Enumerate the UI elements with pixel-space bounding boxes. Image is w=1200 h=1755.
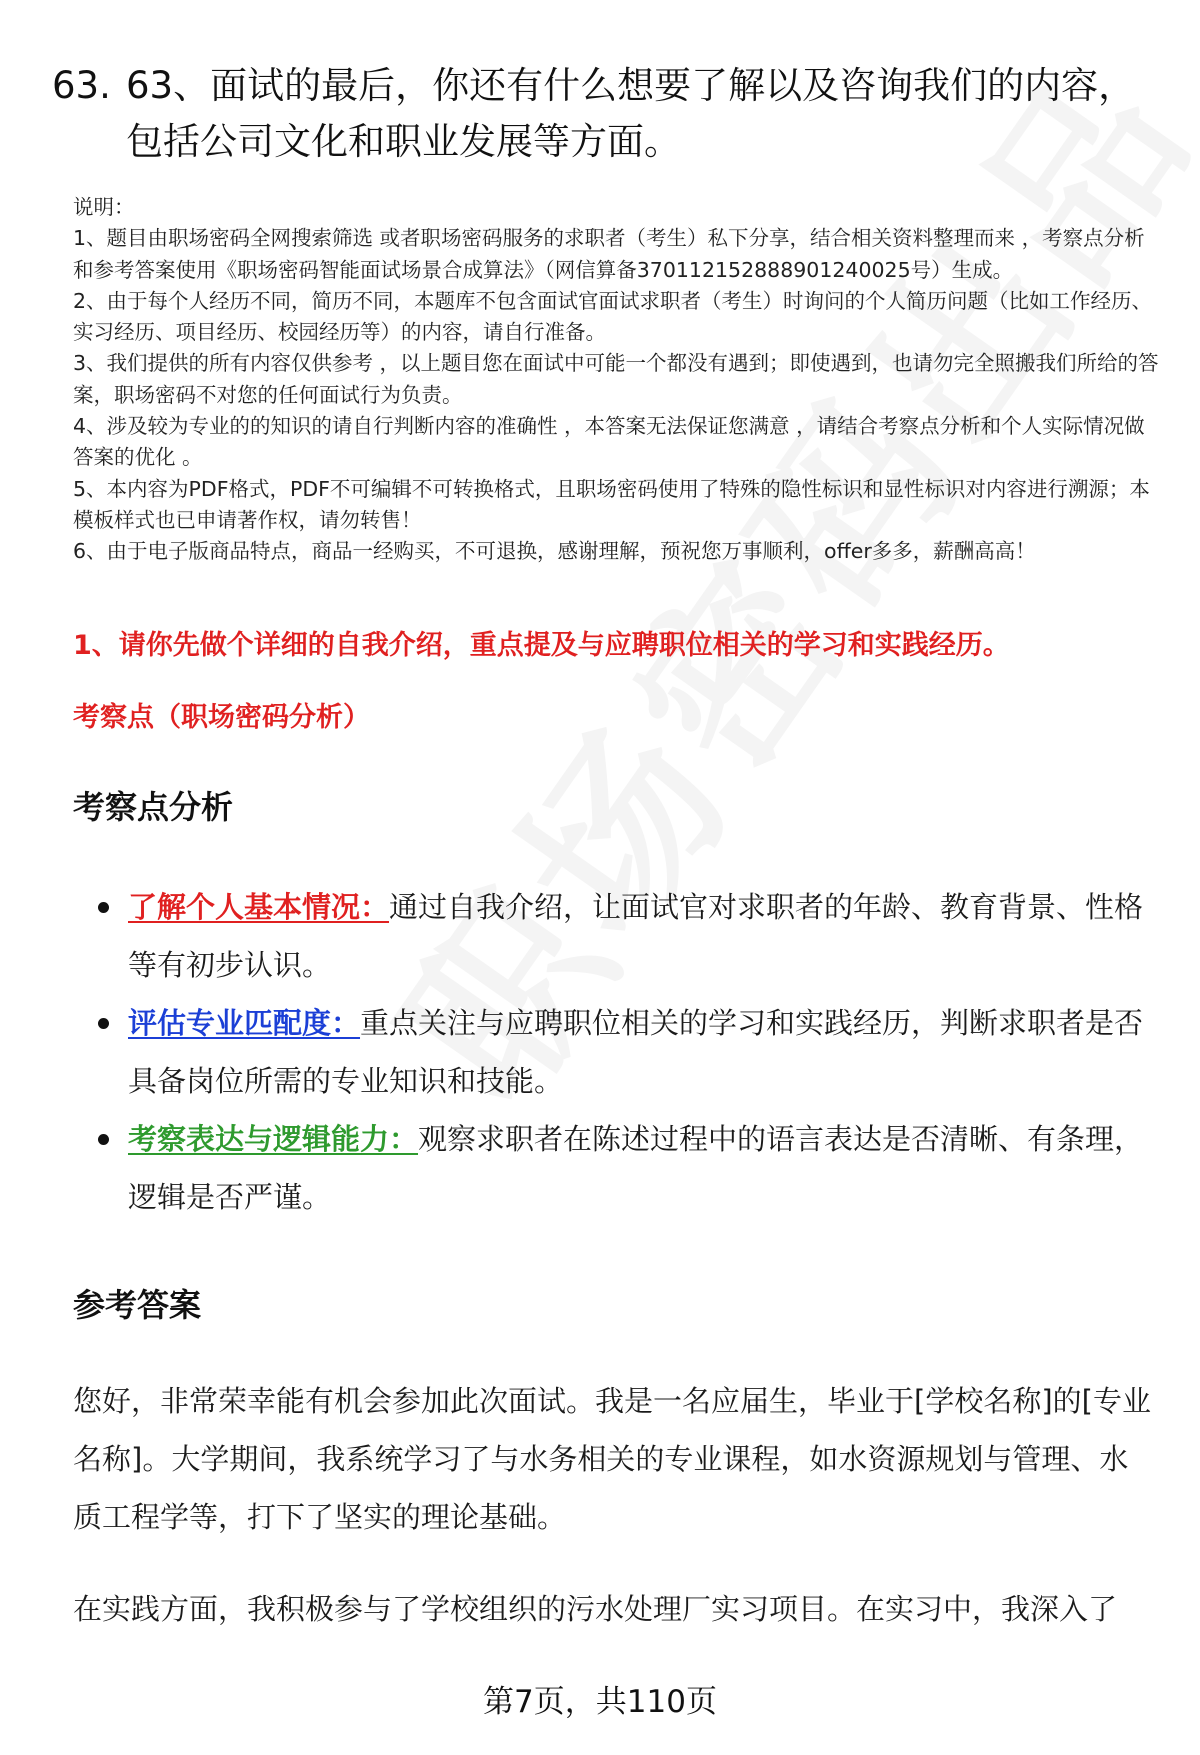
notes-block bbox=[73, 192, 1163, 568]
bullet-text: 重点关注与应聘职位相关的学习和实践经历，判断求职者是否具备岗位所需的专业知识和技能。 bbox=[128, 1006, 1144, 1098]
note-item: 3、我们提供的所有内容仅供参考 ，以上题目您在面试中可能一个都没有遇到；即使遇到，也请勿完全照搬我们所给的答案，职场密码不对您的任何面试行为负责。 bbox=[73, 351, 1159, 407]
answer-paragraph: 您好，非常荣幸能有机会参加此次面试。我是一名应届生，毕业于[学校名称]的[专业名称]。大学期间，我系统学习了与水务相关的专业课程，如水资源规划与管理、水质工程学等，打下了坚实的理论基础。 bbox=[73, 1384, 1151, 1534]
bullet-label: 评估专业匹配度： bbox=[128, 1006, 361, 1040]
question-heading bbox=[52, 58, 1152, 170]
answer-heading: 参考答案 bbox=[73, 1286, 202, 1324]
note-item: 4、涉及较为专业的的知识的请自行判断内容的准确性 ，本答案无法保证您满意 ，请结合考察点分析和个人实际情况做答案的优化 。 bbox=[73, 414, 1145, 470]
bullet-label: 考察表达与逻辑能力： bbox=[128, 1122, 419, 1156]
section-question: 1、请你先做个详细的自我介绍，重点提及与应聘职位相关的学习和实践经历。 bbox=[73, 630, 1010, 661]
note-item: 1、题目由职场密码全网搜索筛选 或者职场密码服务的求职者（考生）私下分享，结合相关资料整理而来 ，考察点分析和参考答案使用《职场密码智能面试场景合成算法》（网信算备370112152888901240025号）生成。 bbox=[73, 226, 1145, 282]
note-item: 5、本内容为PDF格式，PDF不可编辑不可转换格式，且职场密码使用了特殊的隐性标识和显性标识对内容进行溯源；本模板样式也已申请著作权，请勿转售！ bbox=[73, 476, 1150, 532]
analysis-list bbox=[96, 878, 1146, 1226]
list-item bbox=[96, 994, 1146, 1110]
page-footer: 第7页，共110页 bbox=[483, 1684, 717, 1720]
analysis-heading: 考察点分析 bbox=[73, 788, 234, 826]
answer-body bbox=[73, 1372, 1153, 1672]
answer-paragraph: 在实践方面，我积极参与了学校组织的污水处理厂实习项目。在实习中，我深入了 bbox=[73, 1592, 1118, 1626]
bullet-dot-icon bbox=[98, 902, 109, 913]
question-text: 63、面试的最后，你还有什么想要了解以及咨询我们的内容，包括公司文化和职业发展等方面。 bbox=[126, 64, 1136, 163]
bullet-text: 观察求职者在陈述过程中的语言表达是否清晰、有条理，逻辑是否严谨。 bbox=[128, 1122, 1144, 1214]
bullet-dot-icon bbox=[98, 1134, 109, 1145]
bullet-text: 通过自我介绍，让面试官对求职者的年龄、教育背景、性格等有初步认识。 bbox=[128, 890, 1144, 982]
question-number: 63. bbox=[52, 64, 111, 107]
bullet-label: 了解个人基本情况： bbox=[128, 890, 390, 924]
note-item: 6、由于电子版商品特点，商品一经购买，不可退换，感谢理解，预祝您万事顺利，offer多多，薪酬高高！ bbox=[73, 539, 1036, 564]
list-item bbox=[96, 878, 1146, 994]
note-item: 2、由于每个人经历不同，简历不同，本题库不包含面试官面试求职者（考生）时询问的个人简历问题（比如工作经历、实习经历、项目经历、校园经历等）的内容，请自行准备。 bbox=[73, 288, 1153, 345]
bullet-dot-icon bbox=[98, 1018, 109, 1029]
notes-heading: 说明： bbox=[73, 195, 135, 219]
section-subtitle: 考察点（职场密码分析） bbox=[73, 702, 370, 733]
list-item bbox=[96, 1110, 1146, 1226]
